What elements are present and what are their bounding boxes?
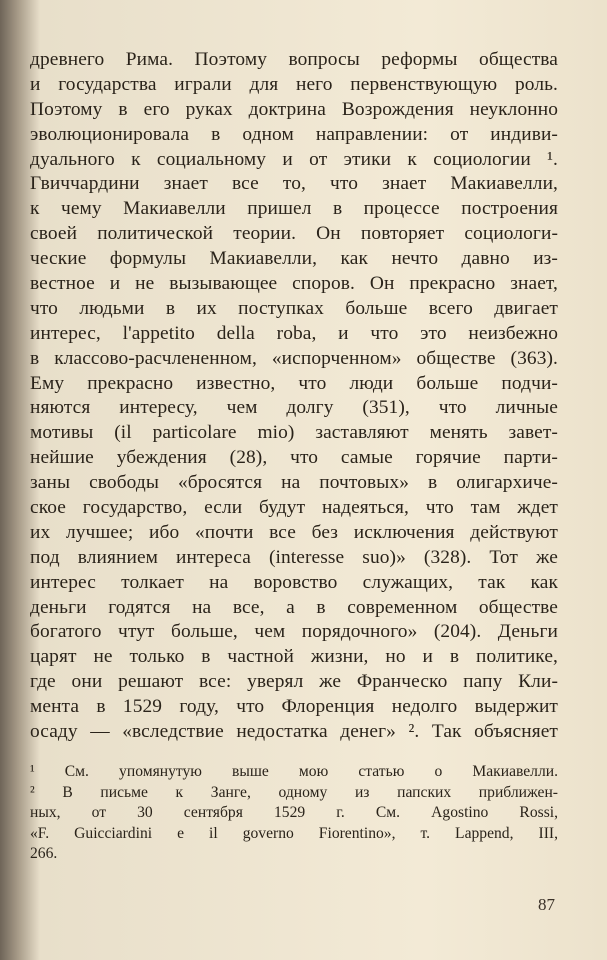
text-line: мотивы (il particolare mio) заставляют менять завет- — [30, 422, 558, 444]
text-line: их лучшее; ибо «почти все без исключения действуют — [30, 521, 558, 543]
text-line: ское государство, если будут надеяться, что там ждет — [30, 497, 558, 519]
footnotes — [30, 762, 558, 865]
text-line: ческие формулы Макиавелли, как нечто давно из- — [30, 248, 558, 270]
text-line: интерес толкает на воровство служащих, так как — [30, 571, 558, 593]
text-line: что людьми в их поступках больше всего двигает — [30, 297, 558, 319]
footnote-line: ¹ См. упомянутую выше мою статью о Макиавелли. — [30, 763, 558, 780]
footnote-line: ных, от 30 сентября 1529 г. См. Agostino Rossi, — [30, 804, 558, 821]
text-line: нейшие убеждения (28), что самые горячие парти- — [30, 447, 558, 469]
text-line: заны свободы «бросятся на почтовых» в олигархиче- — [30, 472, 558, 494]
body-text — [30, 48, 558, 745]
text-line: царят не только в частной жизни, но и в политике, — [30, 646, 558, 668]
text-line: вестное и не вызывающее споров. Он прекрасно знает, — [30, 273, 558, 295]
footnote-line: 266. — [30, 845, 58, 862]
text-line: и государства играли для него первенствующую роль. — [30, 73, 558, 95]
text-line: в классово-расчлененном, «испорченном» обществе (363). — [30, 347, 558, 369]
text-line: Гвиччардини знает все то, что знает Макиавелли, — [30, 173, 558, 195]
footnote-line: ² В письме к Занге, одному из папских приближен- — [30, 783, 558, 801]
text-line: интерес, l'appetito della roba, и что это неизбежно — [30, 322, 558, 344]
text-line: своей политической теории. Он повторяет социологи- — [30, 223, 558, 245]
text-line: богатого чтут больше, чем порядочного» (204). Деньги — [30, 621, 558, 643]
page-number: 87 — [538, 895, 555, 914]
text-line: дуального к социальному и от этики к социологии ¹. — [30, 148, 558, 170]
text-line: Ему прекрасно известно, что люди больше подчи- — [30, 372, 558, 394]
text-line: древнего Рима. Поэтому вопросы реформы общества — [30, 49, 558, 70]
text-line: под влиянием интереса (interesse suo)» (328). Тот же — [30, 546, 558, 568]
footnote-line: «F. Guicciardini e il governo Fiorentino», т. Lappend, III, — [30, 824, 558, 842]
text-line: осаду — «вследствие недостатка денег» ². Так объясняет — [30, 721, 558, 743]
text-line: деньги годятся на все, а в современном обществе — [30, 596, 558, 618]
text-line: няются интересу, чем долгу (351), что личные — [30, 397, 558, 419]
text-line: Поэтому в его руках доктрина Возрождения неуклонно — [30, 98, 558, 120]
text-line: к чему Макиавелли пришел в процессе построения — [30, 198, 558, 220]
text-line: мента в 1529 году, что Флоренция недолго выдержит — [30, 696, 558, 718]
text-line: где они решают все: уверял же Франческо папу Кли- — [30, 671, 558, 693]
text-line: эволюционировала в одном направлении: от индиви- — [30, 123, 558, 145]
